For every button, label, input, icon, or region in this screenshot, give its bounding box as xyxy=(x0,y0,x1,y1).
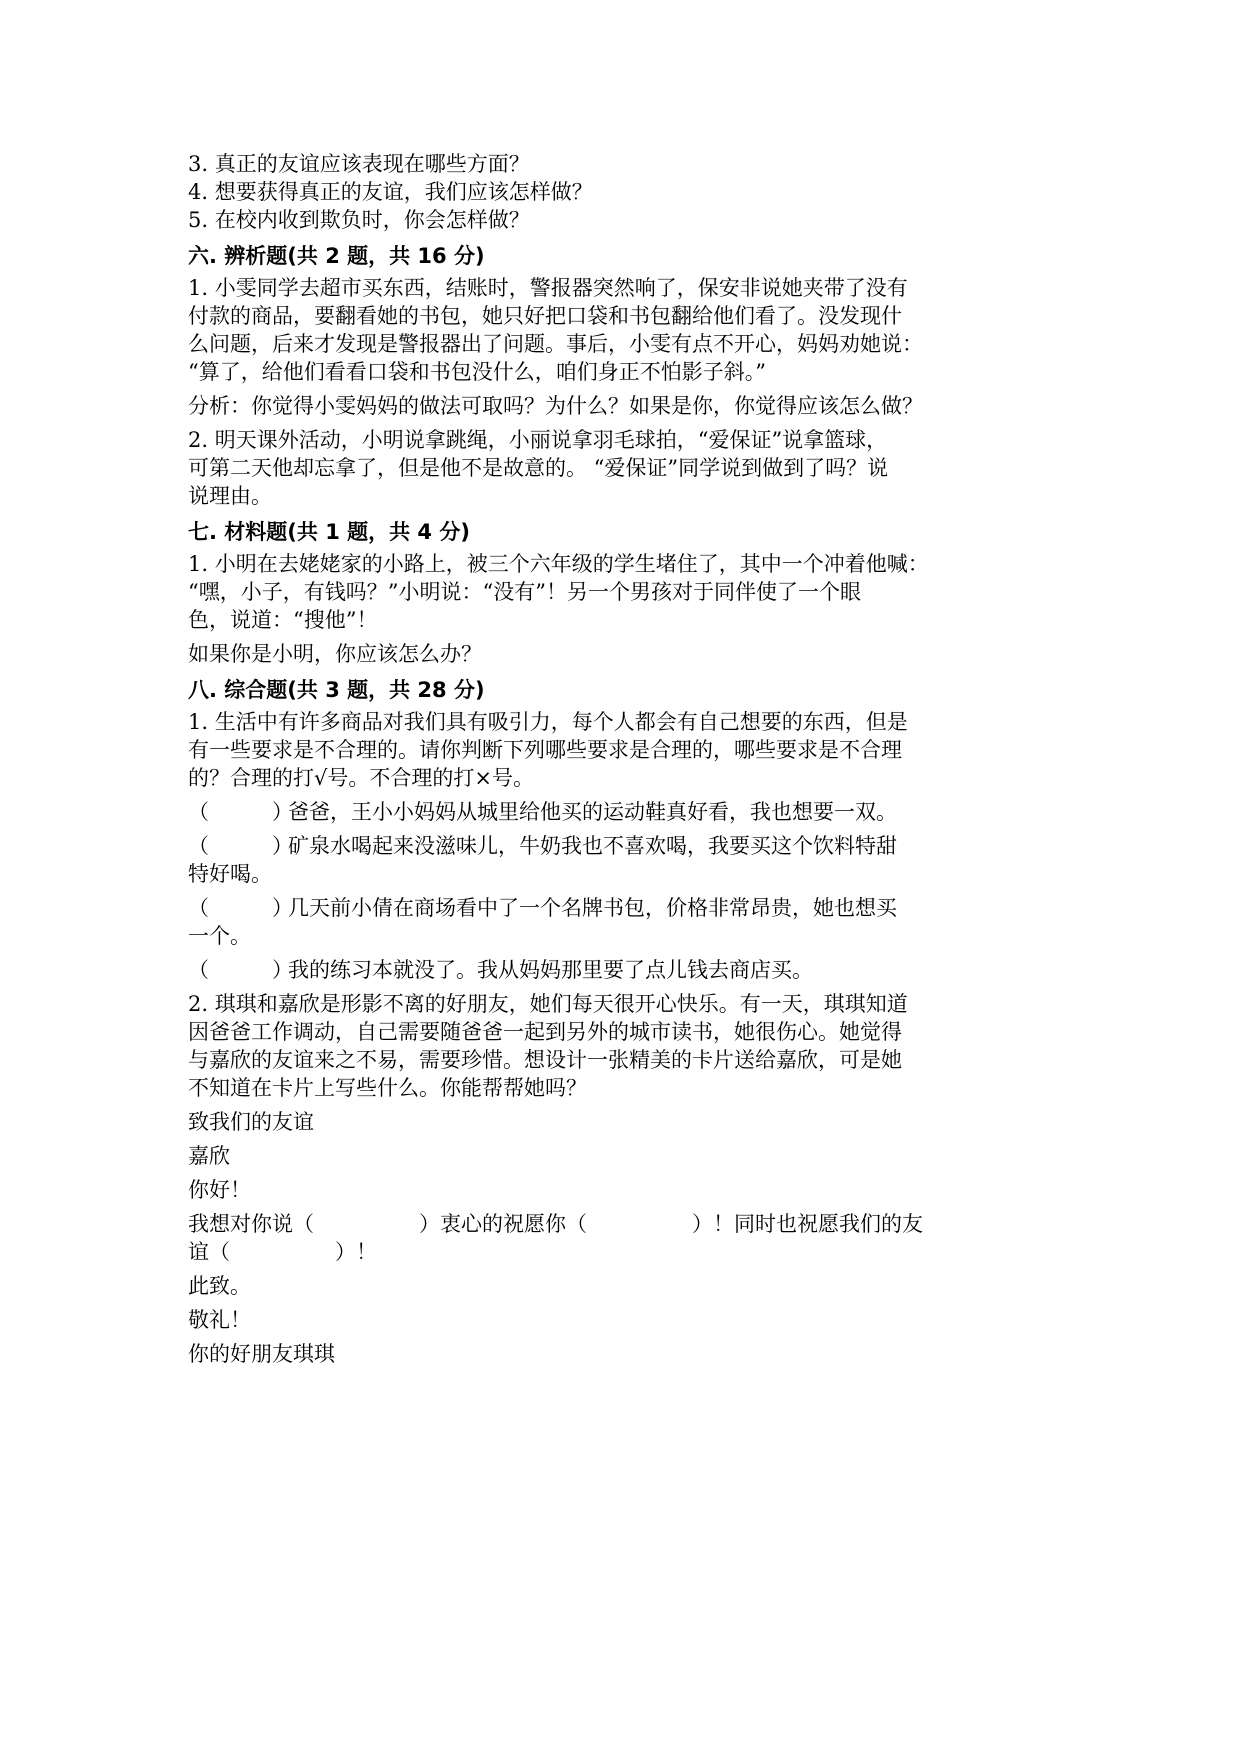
judge-item-4 xyxy=(188,956,1060,984)
s8-q2-line-2: 因爸爸工作调动，自己需要随爸爸一起到另外的城市读书，她很伤心。她觉得 xyxy=(188,1020,902,1044)
judge-item-2 xyxy=(188,832,1060,888)
answer-blank[interactable]: （ ） xyxy=(188,958,293,982)
s8-q2-line-1: 2. 琪琪和嘉欣是形影不离的好朋友，她们每天很开心快乐。有一天，琪琪知道 xyxy=(188,992,908,1016)
question-3: 3. 真正的友谊应该表现在哪些方面？ xyxy=(188,152,530,176)
card-greeting: 你好！ xyxy=(188,1178,251,1202)
section-8-title: 八. 综合题(共 3 题，共 28 分) xyxy=(188,678,485,702)
s7-question: 如果你是小明，你应该怎么办？ xyxy=(188,642,482,666)
card-closing-1: 此致。 xyxy=(188,1274,251,1298)
judge-item-text: 几天前小倩在商场看中了一个名牌书包，价格非常昂贵，她也想买 xyxy=(288,896,897,920)
s6-q1-line-3: 么问题，后来才发现是警报器出了问题。事后，小雯有点不开心，妈妈劝她说： xyxy=(188,332,923,356)
question-4: 4. 想要获得真正的友谊，我们应该怎样做？ xyxy=(188,180,593,204)
s8-q1-line-1: 1. 生活中有许多商品对我们具有吸引力，每个人都会有自己想要的东西，但是 xyxy=(188,710,908,734)
judge-item-3 xyxy=(188,894,1060,950)
answer-blank[interactable]: （ ） xyxy=(188,800,293,824)
s6-q2-line-3: 说理由。 xyxy=(188,484,272,508)
s6-q1-line-4: “算了，给他们看看口袋和书包没什么，咱们身正不怕影子斜。” xyxy=(188,360,766,384)
section-7-title: 七. 材料题(共 1 题，共 4 分) xyxy=(188,520,470,544)
s8-q1-line-3: 的？合理的打√号。不合理的打×号。 xyxy=(188,766,534,790)
question-5: 5. 在校内收到欺负时，你会怎样做？ xyxy=(188,208,530,232)
s6-analysis: 分析：你觉得小雯妈妈的做法可取吗？为什么？如果是你，你觉得应该怎么做？ xyxy=(188,394,923,418)
s8-q2-line-4: 不知道在卡片上写些什么。你能帮帮她吗？ xyxy=(188,1076,587,1100)
judge-item-text: 矿泉水喝起来没滋味儿，牛奶我也不喜欢喝，我要买这个饮料特甜 xyxy=(288,834,897,858)
answer-blank[interactable]: （ ） xyxy=(188,896,293,920)
card-signature: 你的好朋友琪琪 xyxy=(188,1342,335,1366)
s7-q1-line-3: 色，说道：“搜他”！ xyxy=(188,608,378,632)
s8-q2-line-3: 与嘉欣的友谊来之不易，需要珍惜。想设计一张精美的卡片送给嘉欣，可是她 xyxy=(188,1048,902,1072)
s6-q1-line-2: 付款的商品，要翻看她的书包，她只好把口袋和书包翻给他们看了。没发现什 xyxy=(188,304,902,328)
section-6-title: 六. 辨析题(共 2 题，共 16 分) xyxy=(188,244,485,268)
document-content xyxy=(188,150,1060,1368)
card-title: 致我们的友谊 xyxy=(188,1110,314,1134)
s6-q1-line-1: 1. 小雯同学去超市买东西，结账时，警报器突然响了，保安非说她夹带了没有 xyxy=(188,276,908,300)
card-closing-2: 敬礼！ xyxy=(188,1308,251,1332)
judge-item-text-cont: 一个。 xyxy=(188,924,251,948)
card-recipient: 嘉欣 xyxy=(188,1144,230,1168)
s7-q1-line-2: “嘿，小子，有钱吗？”小明说：“没有”！另一个男孩对于同伴使了一个眼 xyxy=(188,580,861,604)
judge-item-text-cont: 特好喝。 xyxy=(188,862,272,886)
s8-q1-line-2: 有一些要求是不合理的。请你判断下列哪些要求是合理的，哪些要求是不合理 xyxy=(188,738,902,762)
s7-q1-line-1: 1. 小明在去姥姥家的小路上，被三个六年级的学生堵住了，其中一个冲着他喊： xyxy=(188,552,929,576)
s6-q2-line-2: 可第二天他却忘拿了，但是他不是故意的。 “爱保证”同学说到做到了吗？说 xyxy=(188,456,889,480)
s6-q2-line-1: 2. 明天课外活动，小明说拿跳绳，小丽说拿羽毛球拍，“爱保证”说拿篮球， xyxy=(188,428,888,452)
judge-item-text: 爸爸，王小小妈妈从城里给他买的运动鞋真好看，我也想要一双。 xyxy=(288,800,897,824)
judge-item-text: 我的练习本就没了。我从妈妈那里要了点儿钱去商店买。 xyxy=(288,958,813,982)
judge-item-1 xyxy=(188,798,1060,826)
answer-blank[interactable]: （ ） xyxy=(188,834,293,858)
card-body-line-1[interactable]: 我想对你说（ ）衷心的祝愿你（ ）！同时也祝愿我们的友 xyxy=(188,1212,923,1236)
card-body-line-2[interactable]: 谊（ ）！ xyxy=(188,1240,377,1264)
